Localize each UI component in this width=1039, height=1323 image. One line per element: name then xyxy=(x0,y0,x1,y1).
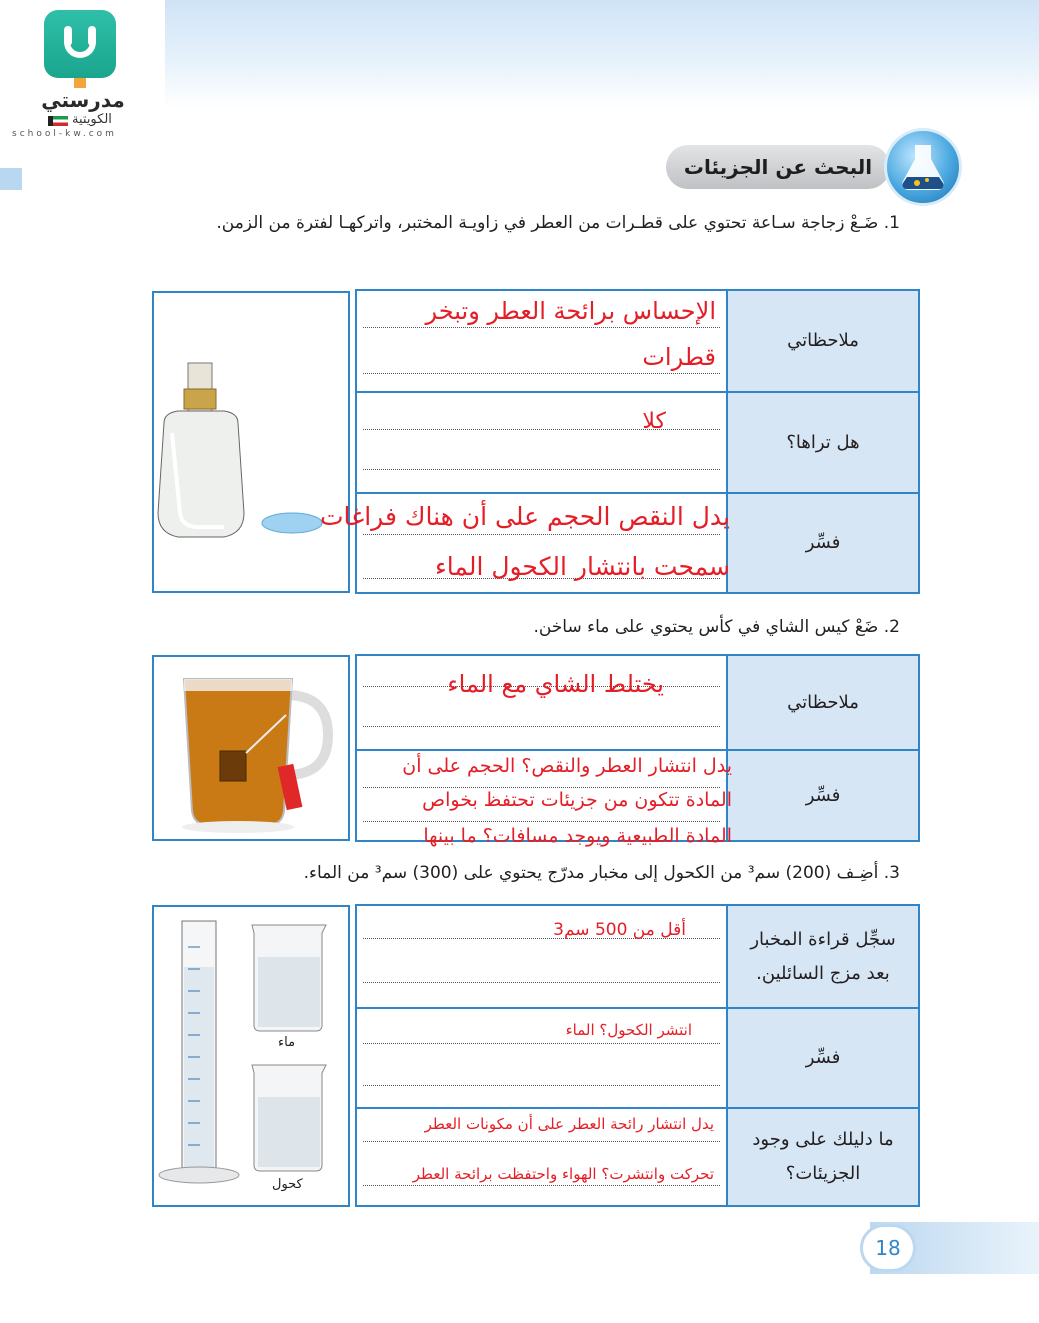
q1-table xyxy=(320,289,920,594)
q3-image-frame xyxy=(152,905,350,1207)
page-number: 18 xyxy=(860,1224,916,1272)
q3-label-evidence: ما دليلك على وجود الجزيئات؟ xyxy=(728,1107,918,1205)
q1-label-explain: فسِّر xyxy=(728,492,918,592)
q1-instruction: 1. ضَـعْ زجاجة سـاعة تحتوي على قطـرات من العطر في زاويـة المختبر، واتركهـا لفترة من الزمن. xyxy=(216,213,900,233)
q2-answer-observations: يختلط الشاي مع الماء xyxy=(447,670,664,698)
q1-image-frame xyxy=(152,291,350,593)
flask-icon xyxy=(884,128,962,206)
q1-answer-explain-line1: يدل النقص الحجم على أن هناك فراغات xyxy=(320,502,730,531)
lab-glassware-icon xyxy=(154,907,348,1205)
q1-label-see: هل تراها؟ xyxy=(728,391,918,492)
q2-answer-cell-explain[interactable] xyxy=(357,749,732,847)
water-label: ماء xyxy=(278,1035,296,1050)
q3-label-explain: فسِّر xyxy=(728,1007,918,1107)
logo-icon xyxy=(44,10,116,78)
alcohol-label: كحول xyxy=(272,1177,303,1192)
q2-instruction: 2. ضَعْ كيس الشاي في كأس يحتوي على ماء ساخن. xyxy=(533,617,900,637)
q1-answer-explain-line2: سمحت بانتشار الكحول الماء xyxy=(435,552,730,581)
q3-answer-explain: انتشر الكحول؟ الماء xyxy=(565,1021,692,1039)
q3-answer-reading: أقل من 500 سم3 xyxy=(553,920,686,940)
q1-answer-cell-observations[interactable] xyxy=(357,291,726,391)
q3-answer-cell-evidence[interactable] xyxy=(357,1107,726,1205)
q3-label-reading: سجِّل قراءة المخبار بعد مزج السائلين. xyxy=(750,928,896,984)
logo-url: school-kw.com xyxy=(12,129,117,139)
q2-answer-explain-line3: المادة الطبيعية ويوجد مسافات؟ ما بينها xyxy=(423,825,732,847)
q2-image-frame xyxy=(152,655,350,841)
q1-answer-cell-see[interactable] xyxy=(357,391,726,492)
section-title xyxy=(666,145,890,189)
q2-table xyxy=(355,654,920,847)
q3-answer-evidence-line1: يدل انتشار رائحة العطر على أن مكونات العطر xyxy=(424,1115,714,1133)
header-band xyxy=(165,0,1039,108)
q2-answer-explain-line2: المادة تتكون من جزيئات تحتفظ بخواص xyxy=(422,789,732,811)
q1-answer-see: كلا xyxy=(642,409,666,434)
logo-name: مدرستي xyxy=(41,88,125,112)
q2-label-explain: فسِّر xyxy=(728,749,918,840)
q2-label-observations: ملاحظاتي xyxy=(787,691,859,713)
q1-answer-observations-line2: قطرات xyxy=(642,343,716,371)
q1-label-observations: ملاحظاتي xyxy=(787,330,859,351)
section-title-text: البحث عن الجزيئات xyxy=(683,155,873,179)
perfume-bottle-icon xyxy=(154,293,348,591)
q3-instruction: 3. أضِـف (200) سم³ من الكحول إلى مخبار مدرّج يحتوي على (300) سم³ من الماء. xyxy=(303,863,900,883)
kuwait-flag-icon xyxy=(48,116,68,126)
q3-answer-cell-explain[interactable] xyxy=(357,1007,726,1107)
q1-answer-observations-line1: الإحساس برائحة العطر وتبخر xyxy=(425,297,716,325)
q1-answer-cell-explain[interactable] xyxy=(320,492,730,592)
tea-glass-icon xyxy=(154,657,348,839)
q2-answer-cell-observations[interactable] xyxy=(357,656,726,749)
margin-marker xyxy=(0,168,22,190)
q3-answer-cell-reading[interactable] xyxy=(357,906,726,1007)
q2-answer-explain-line1: يدل انتشار العطر والنقص؟ الحجم على أن xyxy=(402,755,732,777)
q3-table xyxy=(355,904,920,1207)
logo-subtitle: الكويتية xyxy=(72,112,112,127)
q3-answer-evidence-line2: تحركت وانتشرت؟ الهواء واحتفظت برائحة العطر xyxy=(412,1165,714,1183)
